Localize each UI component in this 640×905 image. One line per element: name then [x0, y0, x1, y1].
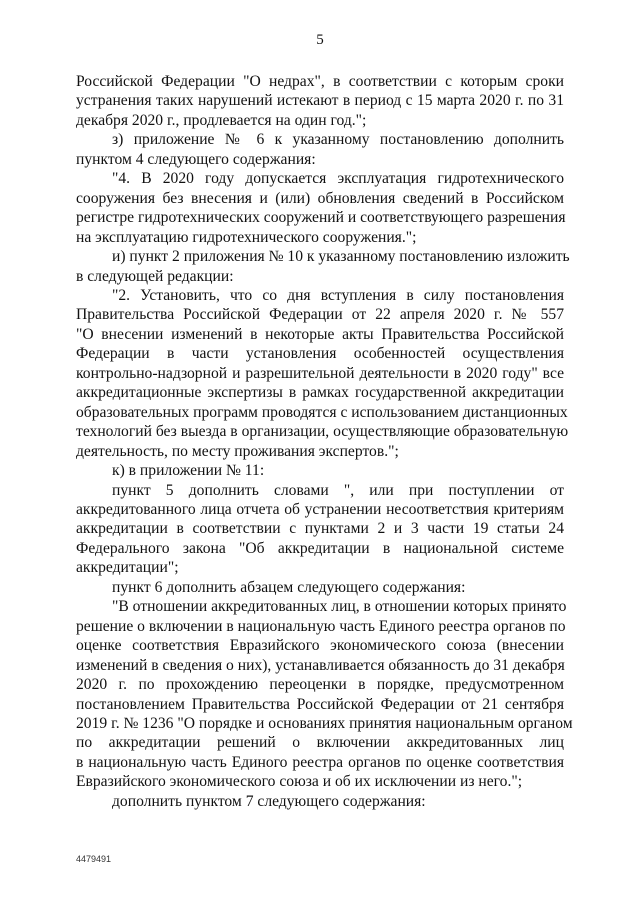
- text-line: контрольно-надзорной и разрешительной деятельности в 2020 году" все: [76, 364, 564, 382]
- text-line: Российской Федерации "О недрах", в соответствии с которым сроки: [76, 73, 564, 90]
- text-line: сооружения без внесения и (или) обновления сведений в Российском: [76, 189, 564, 207]
- document-code: 4479491: [76, 854, 112, 864]
- text-line: "4. В 2020 году допускается эксплуатация гидротехнического: [112, 170, 564, 188]
- text-line: пунктом 4 следующего содержания:: [76, 150, 316, 168]
- text-line: 2020 г. по прохождению переоценки в порядке, предусмотренном: [76, 676, 564, 694]
- text-line: технологий без выезда в организации, осуществляющие образовательную: [76, 423, 569, 441]
- text-line: постановлением Правительства Российской Федерации от 21 сентября: [76, 695, 564, 713]
- text-line: образовательных программ проводятся с использованием дистанционных: [76, 403, 568, 421]
- text-line: изменений в сведения о них), устанавливается обязанность до 31 декабря: [76, 656, 565, 674]
- text-line: в следующей редакции:: [76, 267, 234, 285]
- text-line: Правительства Российской Федерации от 22 апреля 2020 г. № 557: [76, 306, 564, 324]
- text-line: решение о включении в национальную часть Единого реестра органов по: [76, 617, 566, 635]
- page-number: 5: [316, 32, 324, 48]
- text-line: деятельность, по месту проживания экспертов.";: [76, 442, 399, 460]
- text-line: пункт 5 дополнить словами ", или при поступлении от: [112, 481, 564, 499]
- text-line: аккредитационные экспертизы в рамках государственной аккредитации: [76, 384, 564, 402]
- text-line: регистре гидротехнических сооружений и соответствующего разрешения: [76, 209, 566, 227]
- text-line: пункт 6 дополнить абзацем следующего содержания:: [112, 578, 466, 596]
- text-line: оценке соответствия Евразийского экономического союза (внесении: [76, 637, 564, 655]
- text-line: "2. Установить, что со дня вступления в силу постановления: [112, 286, 564, 304]
- document-body: [76, 72, 573, 811]
- text-line: з) приложение № 6 к указанному постановлению дополнить: [112, 131, 564, 149]
- text-line: дополнить пунктом 7 следующего содержания:: [112, 792, 426, 810]
- text-line: и) пункт 2 приложения № 10 к указанному постановлению изложить: [112, 248, 570, 266]
- text-line: Федерального закона "Об аккредитации в национальной системе: [76, 539, 564, 557]
- text-line: в национальную часть Единого реестра органов по оценке соответствия: [76, 753, 564, 771]
- text-line: 2019 г. № 1236 "О порядке и основаниях принятия национальным органом: [76, 714, 573, 732]
- text-line: аккредитации в соответствии с пунктами 2 и 3 части 19 статьи 24: [76, 520, 564, 538]
- text-line: аккредитации";: [76, 559, 179, 577]
- text-line: по аккредитации решений о включении аккредитованных лиц: [76, 734, 564, 752]
- text-line: декабря 2020 г., продлевается на один год.";: [76, 111, 367, 129]
- text-line: Евразийского экономического союза и об их исключении из него.";: [76, 773, 523, 791]
- text-line: устранения таких нарушений истекают в период с 15 марта 2020 г. по 31: [76, 92, 564, 110]
- text-line: к) в приложении № 11:: [112, 462, 265, 480]
- text-line: аккредитованного лица отчета об устранении несоответствия критериям: [76, 500, 564, 518]
- text-line: "В отношении аккредитованных лиц, в отношении которых принято: [112, 598, 567, 616]
- text-line: "О внесении изменений в некоторые акты Правительства Российской: [76, 325, 564, 343]
- text-line: Федерации в части установления особенностей осуществления: [76, 345, 564, 363]
- text-line: на эксплуатацию гидротехнического сооружения.";: [76, 228, 417, 246]
